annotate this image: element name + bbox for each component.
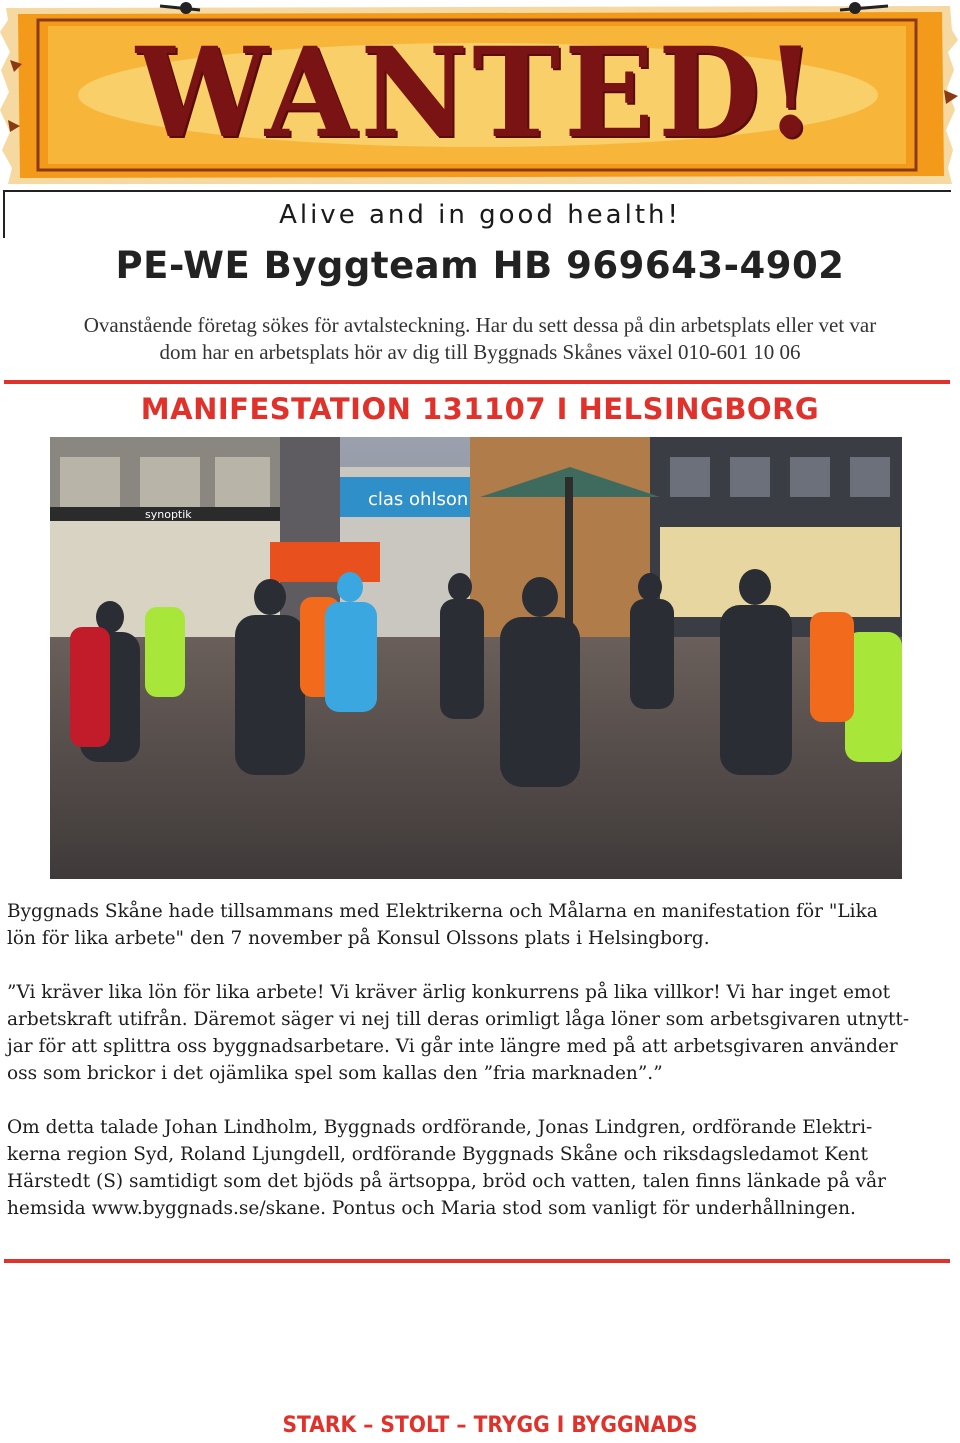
text-line: oss som brickor i det ojämlika spel som kallas den ”fria marknaden”.” (7, 1063, 663, 1084)
manifestation-photo (50, 437, 902, 879)
text-line: kerna region Syd, Roland Ljungdell, ordförande Byggnads Skåne och riksdagsledamot Kent (7, 1144, 868, 1165)
tagline: Alive and in good health! (279, 200, 681, 230)
intro-line: dom har en arbetsplats hör av dig till Byggnads Skånes växel 010-601 10 06 (159, 340, 801, 364)
text-line: ”Vi kräver lika lön för lika arbete! Vi kräver ärlig konkurrens på lika villkor! Vi har inget emot (7, 982, 891, 1003)
text-line: arbetskraft utifrån. Däremot säger vi nej till deras orimligt låga löner som arbetsgivaren utnytt- (7, 1009, 910, 1030)
text-line: Om detta talade Johan Lindholm, Byggnads ordförande, Jonas Lindgren, ordförande Elektri- (7, 1117, 873, 1138)
manifestation-title: MANIFESTATION 131107 I HELSINGBORG (140, 392, 820, 426)
frame-line-top (3, 190, 951, 192)
wanted-title: WANTED! (135, 19, 821, 165)
crowd-photo-illustration (50, 437, 902, 879)
sign-synoptik: synoptik (145, 508, 192, 521)
text-line: Härstedt (S) samtidigt som det bjöds på ärtsoppa, bröd och vatten, talen finns länkade på vår (7, 1171, 886, 1192)
divider (4, 1259, 950, 1263)
text-line: Byggnads Skåne hade tillsammans med Elektrikerna och Målarna en manifestation för "Lika (7, 901, 878, 922)
article-paragraph-1 (7, 898, 947, 952)
article-paragraph-2 (7, 979, 947, 1087)
text-line: hemsida www.byggnads.se/skane. Pontus och Maria stod som vanligt för underhållningen. (7, 1198, 856, 1219)
wanted-banner (0, 0, 960, 186)
intro-text (0, 312, 960, 366)
text-line: lön för lika arbete" den 7 november på Konsul Olssons plats i Helsingborg. (7, 928, 710, 949)
company-name: PE-WE Byggteam HB 969643-4902 (115, 244, 845, 287)
divider (4, 380, 950, 384)
text-line: jar för att splittra oss byggnadsarbetare. Vi går inte längre med på att arbetsgivaren använder (7, 1036, 898, 1057)
footer-slogan: STARK – STOLT – TRYGG I BYGGNADS (282, 1413, 698, 1438)
sign-clas-ohlson: clas ohlson (368, 489, 469, 510)
intro-line: Ovanstående företag sökes för avtalsteckning. Har du sett dessa på din arbetsplats eller vet var (83, 313, 877, 337)
article-paragraph-3 (7, 1114, 947, 1222)
